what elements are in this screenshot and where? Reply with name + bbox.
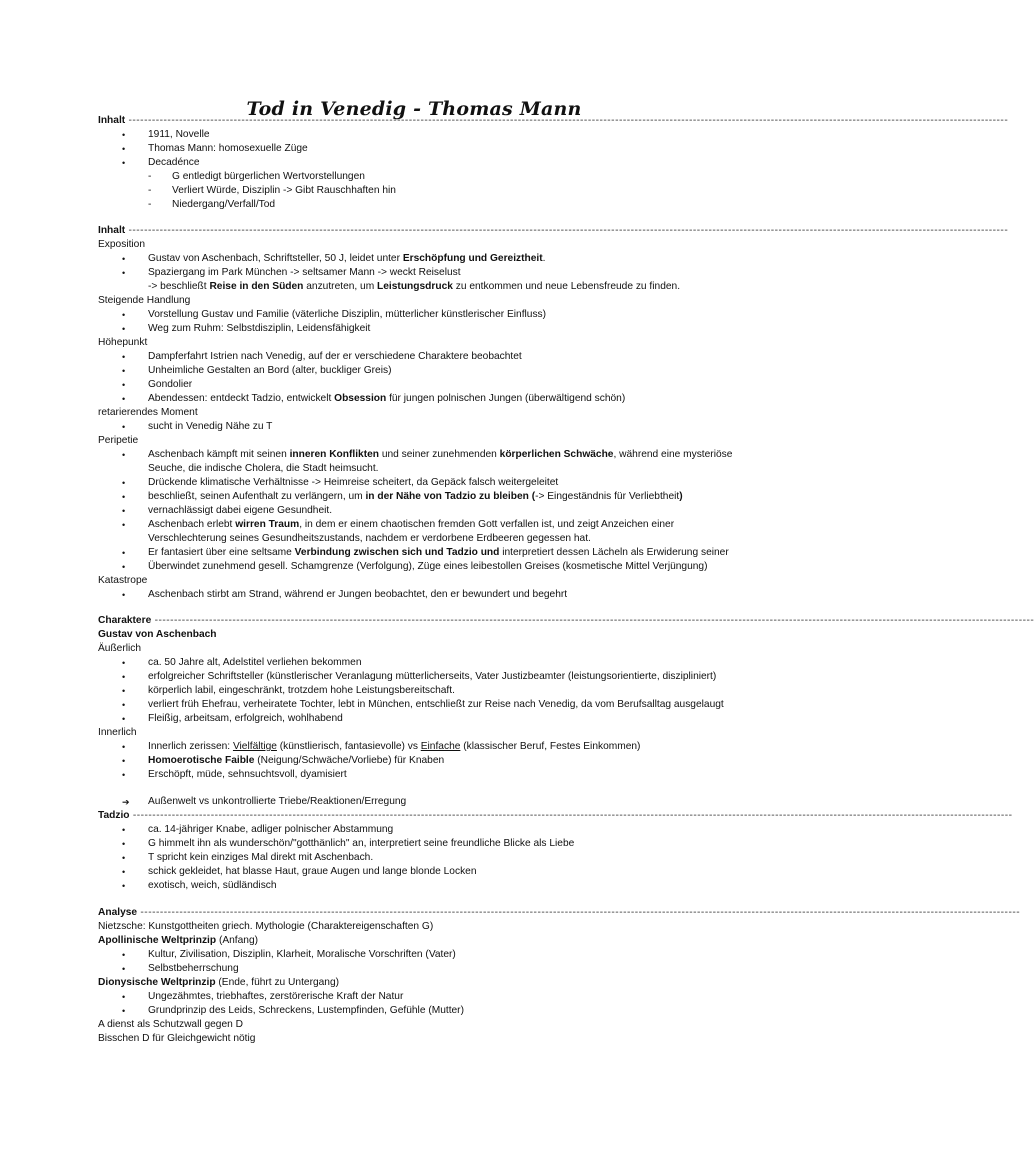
text-segment: Analyse: [98, 907, 138, 918]
text-segment: G himmelt ihn als wunderschön/"gotthänlich" an, interpretiert seine freundliche Blicke als Liebe: [148, 838, 575, 849]
bullet-icon: •: [122, 158, 126, 168]
text-segment: .: [542, 253, 546, 264]
list-item: [148, 546, 768, 560]
list-item: [148, 768, 768, 782]
bullet-icon: •: [122, 380, 126, 390]
text-line: [98, 1032, 768, 1046]
list-item: [148, 754, 768, 768]
text-segment: Inhalt: [98, 115, 126, 126]
text-segment: Verliert Würde, Disziplin -> Gibt Rauschhaften hin: [172, 185, 396, 196]
text-segment: ca. 50 Jahre alt, Adelstitel verliehen bekommen: [148, 657, 362, 668]
list-item: [148, 851, 768, 865]
bullet-icon: •: [122, 548, 126, 558]
text-line: [98, 406, 768, 420]
text-segment: Höhepunkt: [98, 337, 148, 348]
list-item: [148, 504, 768, 518]
text-segment: Er fantasiert über eine seltsame: [148, 547, 295, 558]
list-item: [148, 588, 768, 602]
bullet-icon: •: [122, 324, 126, 334]
bullet-icon: •: [122, 672, 126, 682]
text-segment: Spaziergang im Park München -> seltsamer Mann -> weckt Reiselust: [148, 267, 461, 278]
list-item: [148, 823, 768, 837]
list-item: [148, 532, 768, 546]
text-segment: , während eine mysteriöse: [613, 449, 733, 460]
text-segment: Selbstbeherrschung: [148, 963, 239, 974]
text-segment: Leistungsdruck: [377, 281, 453, 292]
text-segment: Tadzio: [98, 810, 130, 821]
bullet-icon: •: [122, 742, 126, 752]
list-item: [148, 448, 768, 462]
section-heading: [98, 224, 1009, 238]
dashed-rule: ----------------------------------------------------------------------------------------------------------------------------------------------------------------------------------------------------------------------------------: [125, 115, 1009, 126]
text-segment: Erschöpft, müde, sehnsuchtsvoll, dyamisiert: [148, 769, 347, 780]
text-segment: körperlichen Schwäche: [499, 449, 614, 460]
text-segment: Gustav von Aschenbach, Schriftsteller, 50 J, leidet unter: [148, 253, 403, 264]
list-item: [172, 198, 768, 212]
text-segment: -> beschließt: [148, 281, 210, 292]
text-segment: in der Nähe von Tadzio zu bleiben (: [365, 491, 536, 502]
text-segment: A dienst als Schutzwall gegen D: [98, 1019, 243, 1030]
list-item: [148, 142, 768, 156]
dash-marker: -: [148, 171, 152, 182]
text-segment: retarierendes Moment: [98, 407, 198, 418]
text-segment: Dampferfahrt Istrien nach Venedig, auf der er verschiedene Charaktere beobachtet: [148, 351, 522, 362]
text-segment: (künstlierisch, fantasievolle) vs: [276, 741, 421, 752]
text-segment: Außenwelt vs unkontrollierte Triebe/Reaktionen/Erregung: [148, 796, 407, 807]
text-line: [98, 642, 768, 656]
text-line: [98, 1018, 768, 1032]
text-segment: Drückende klimatische Verhältnisse -> Heimreise scheitert, da Gepäck falsch weitergeleitet: [148, 477, 559, 488]
text-line: [98, 726, 768, 740]
bullet-icon: •: [122, 310, 126, 320]
list-item: [148, 698, 768, 712]
text-segment: Verschlechterung seines Gesundheitszustands, nachdem er verdorbene Erdbeeren gegessen hat.: [148, 533, 591, 544]
bullet-icon: •: [122, 562, 126, 572]
text-segment: Grundprinzip des Leids, Schreckens, Lustempfinden, Gefühle (Mutter): [148, 1005, 464, 1016]
list-item: [148, 879, 768, 893]
section-heading: [98, 614, 1034, 628]
list-item: [148, 948, 768, 962]
text-segment: inneren Konflikten: [289, 449, 380, 460]
dash-marker: -: [148, 199, 152, 210]
text-segment: Apollinische Weltprinzip: [98, 935, 217, 946]
bullet-icon: •: [122, 658, 126, 668]
text-line: [98, 434, 768, 448]
text-segment: Gondolier: [148, 379, 193, 390]
text-segment: Obsession: [334, 393, 387, 404]
text-segment: Überwindet zunehmend gesell. Schamgrenze (Verfolgung), Züge eines leibestollen Greises (kosmetische Mittel Verjüngung): [148, 561, 708, 572]
list-item: [148, 656, 768, 670]
text-segment: Decadénce: [148, 157, 200, 168]
text-line: [98, 934, 768, 948]
bullet-icon: •: [122, 950, 126, 960]
text-segment: G entledigt bürgerlichen Wertvorstellungen: [172, 171, 365, 182]
text-segment: körperlich labil, eingeschränkt, trotzdem hohe Leistungsbereitschaft.: [148, 685, 455, 696]
list-item: [148, 266, 768, 280]
text-line: [98, 238, 768, 252]
text-segment: Aschenbach stirbt am Strand, während er Jungen beobachtet, den er bewundert und begehrt: [148, 589, 568, 600]
bullet-icon: •: [122, 770, 126, 780]
text-segment: Weg zum Ruhm: Selbstdisziplin, Leidensfähigkeit: [148, 323, 371, 334]
arrow-icon: ➔: [122, 797, 130, 807]
list-item: [148, 420, 768, 434]
text-segment: Innerlich: [98, 727, 137, 738]
text-line: [98, 574, 768, 588]
dashed-rule: ----------------------------------------------------------------------------------------------------------------------------------------------------------------------------------------------------------------------------------: [125, 225, 1009, 236]
text-segment: Inhalt: [98, 225, 126, 236]
text-segment: schick gekleidet, hat blasse Haut, graue Augen und lange blonde Locken: [148, 866, 477, 877]
text-segment: ): [679, 491, 683, 502]
list-item: [172, 184, 768, 198]
bullet-icon: •: [122, 520, 126, 530]
list-item: [148, 740, 768, 754]
bullet-icon: •: [122, 825, 126, 835]
list-item: [148, 364, 768, 378]
text-segment: für jungen polnischen Jungen (überwältigend schön): [386, 393, 626, 404]
text-segment: Reise in den Süden: [209, 281, 304, 292]
text-segment: Thomas Mann: homosexuelle Züge: [148, 143, 308, 154]
text-segment: (klassischer Beruf, Festes Einkommen): [460, 741, 641, 752]
list-item: [148, 712, 768, 726]
text-segment: Charaktere: [98, 615, 152, 626]
list-item: [148, 560, 768, 574]
text-segment: Kultur, Zivilisation, Disziplin, Klarheit, Moralische Vorschriften (Vater): [148, 949, 456, 960]
text-segment: exotisch, weich, südländisch: [148, 880, 277, 891]
text-line: [98, 976, 768, 990]
list-item: [148, 378, 768, 392]
dash-marker: -: [148, 185, 152, 196]
text-segment: T spricht kein einziges Mal direkt mit Aschenbach.: [148, 852, 374, 863]
list-item: [148, 795, 768, 809]
text-line: [98, 628, 768, 642]
text-line: [98, 294, 768, 308]
text-segment: verliert früh Ehefrau, verheiratete Tochter, lebt in München, entschließt zur Reise nach Venedig, da vom Berufsalltag ausgelaugt: [148, 699, 724, 710]
bullet-icon: •: [122, 254, 126, 264]
text-segment: 1911, Novelle: [148, 129, 210, 140]
text-segment: sucht in Venedig Nähe zu T: [148, 421, 273, 432]
bullet-icon: •: [122, 450, 126, 460]
bullet-icon: •: [122, 1006, 126, 1016]
text-segment: interpretiert dessen Lächeln als Erwiderung seiner: [499, 547, 729, 558]
bullet-icon: •: [122, 478, 126, 488]
text-segment: Fleißig, arbeitsam, erfolgreich, wohlhabend: [148, 713, 343, 724]
page-title: Tod in Venedig - Thomas Mann: [246, 98, 582, 120]
text-segment: zu entkommen und neue Lebensfreude zu finden.: [452, 281, 681, 292]
bullet-icon: •: [122, 268, 126, 278]
text-segment: erfolgreicher Schriftsteller (künstlerischer Veranlagung mütterlicherseits, Vater Justizbeamter (leistungsorientierte, diszipliniert): [148, 671, 717, 682]
text-segment: Einfache: [420, 741, 461, 752]
text-segment: Aschenbach kämpft mit seinen: [148, 449, 290, 460]
bullet-icon: •: [122, 394, 126, 404]
dashed-rule: ----------------------------------------------------------------------------------------------------------------------------------------------------------------------------------------------------------------------------------: [129, 810, 1013, 821]
text-segment: Innerlich zerissen:: [148, 741, 233, 752]
text-segment: wirren Traum: [235, 519, 300, 530]
text-segment: Steigende Handlung: [98, 295, 191, 306]
text-segment: Aschenbach erlebt: [148, 519, 236, 530]
text-segment: Vorstellung Gustav und Familie (väterliche Disziplin, mütterlicher künstlerischer Einfluss): [148, 309, 547, 320]
bullet-icon: •: [122, 992, 126, 1002]
text-segment: Gustav von Aschenbach: [98, 629, 217, 640]
text-segment: Ungezähmtes, triebhaftes, zerstörerische Kraft der Natur: [148, 991, 404, 1002]
text-segment: Bisschen D für Gleichgewicht nötig: [98, 1033, 256, 1044]
text-segment: Peripetie: [98, 435, 139, 446]
list-item: [148, 322, 768, 336]
list-item: [148, 462, 768, 476]
bullet-icon: •: [122, 352, 126, 362]
section-heading: [98, 809, 1013, 823]
text-segment: Seuche, die indische Cholera, die Stadt heimsucht.: [148, 463, 379, 474]
bullet-icon: •: [122, 422, 126, 432]
text-segment: Verbindung zwischen sich und Tadzio und: [294, 547, 500, 558]
list-item: [148, 518, 768, 532]
list-item: [148, 490, 768, 504]
text-segment: , in dem er einem chaotischen fremden Gott verfallen ist, und zeigt Anzeichen einer: [299, 519, 675, 530]
bullet-icon: •: [122, 881, 126, 891]
text-segment: (Neigung/Schwäche/Vorliebe) für Knaben: [254, 755, 445, 766]
bullet-icon: •: [122, 686, 126, 696]
section-heading: [98, 114, 1009, 128]
text-segment: (Anfang): [216, 935, 259, 946]
list-item: [148, 1004, 768, 1018]
list-item: [148, 476, 768, 490]
text-segment: Vielfältige: [232, 741, 277, 752]
bullet-icon: •: [122, 130, 126, 140]
text-segment: Niedergang/Verfall/Tod: [172, 199, 276, 210]
bullet-icon: •: [122, 964, 126, 974]
text-segment: Exposition: [98, 239, 146, 250]
bullet-icon: •: [122, 714, 126, 724]
bullet-icon: •: [122, 506, 126, 516]
text-segment: Katastrope: [98, 575, 148, 586]
text-segment: Nietzsche: Kunstgottheiten griech. Mythologie (Charaktereigenschaften G): [98, 921, 434, 932]
text-segment: ca. 14-jähriger Knabe, adliger polnischer Abstammung: [148, 824, 394, 835]
list-item: [148, 252, 768, 266]
bullet-icon: •: [122, 839, 126, 849]
text-segment: beschließt, seinen Aufenthalt zu verlängern, um: [148, 491, 366, 502]
text-segment: anzutreten, um: [303, 281, 378, 292]
dashed-rule: ----------------------------------------------------------------------------------------------------------------------------------------------------------------------------------------------------------------------------------: [151, 615, 1034, 626]
bullet-icon: •: [122, 144, 126, 154]
list-item: [148, 392, 768, 406]
list-item: [148, 280, 768, 294]
text-segment: Erschöpfung und Gereiztheit: [402, 253, 543, 264]
text-line: [98, 920, 768, 934]
bullet-icon: •: [122, 867, 126, 877]
text-segment: vernachlässigt dabei eigene Gesundheit.: [148, 505, 333, 516]
bullet-icon: •: [122, 756, 126, 766]
bullet-icon: •: [122, 700, 126, 710]
text-segment: -> Eingeständnis für Verliebtheit: [535, 491, 680, 502]
text-segment: und seiner zunehmenden: [379, 449, 500, 460]
list-item: [148, 990, 768, 1004]
list-item: [148, 670, 768, 684]
text-segment: (Ende, führt zu Untergang): [215, 977, 340, 988]
text-segment: Homoerotische Faible: [148, 755, 255, 766]
text-segment: Abendessen: entdeckt Tadzio, entwickelt: [148, 393, 335, 404]
list-item: [148, 308, 768, 322]
list-item: [148, 128, 768, 142]
list-item: [148, 962, 768, 976]
list-item: [148, 865, 768, 879]
bullet-icon: •: [122, 366, 126, 376]
text-segment: Dionysische Weltprinzip: [98, 977, 216, 988]
text-line: [98, 336, 768, 350]
text-segment: Äußerlich: [98, 643, 142, 654]
bullet-icon: •: [122, 590, 126, 600]
text-segment: Unheimliche Gestalten an Bord (alter, buckliger Greis): [148, 365, 392, 376]
bullet-icon: •: [122, 492, 126, 502]
list-item: [172, 170, 768, 184]
list-item: [148, 350, 768, 364]
list-item: [148, 684, 768, 698]
section-heading: [98, 906, 1021, 920]
dashed-rule: ----------------------------------------------------------------------------------------------------------------------------------------------------------------------------------------------------------------------------------: [137, 907, 1021, 918]
list-item: [148, 837, 768, 851]
list-item: [148, 156, 768, 170]
bullet-icon: •: [122, 853, 126, 863]
